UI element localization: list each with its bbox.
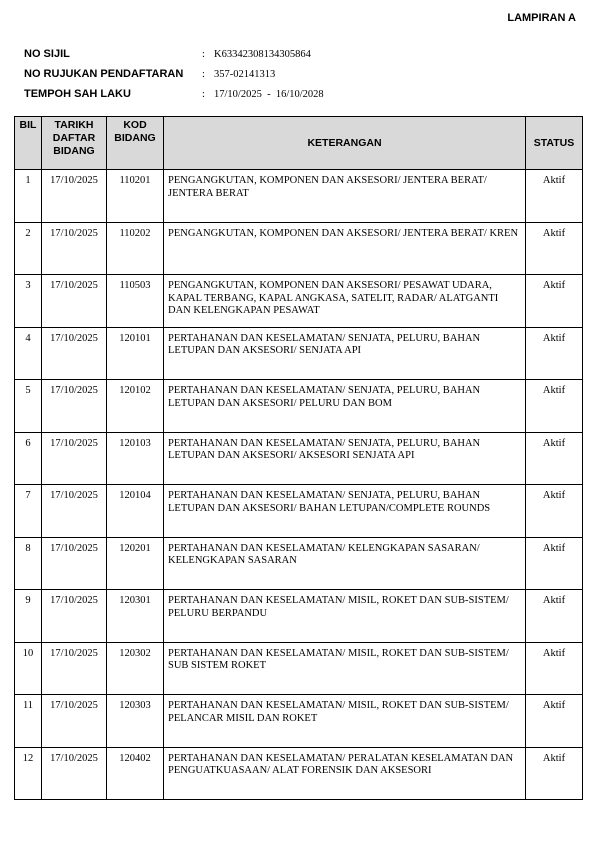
table-row bbox=[15, 537, 583, 590]
cell-kod: 120201 bbox=[107, 537, 164, 590]
cell-kod: 120303 bbox=[107, 695, 164, 748]
header-kod: KOD BIDANG bbox=[107, 117, 164, 170]
cell-kod: 110202 bbox=[107, 222, 164, 275]
cell-bil: 10 bbox=[15, 642, 42, 695]
cell-kod: 120103 bbox=[107, 432, 164, 485]
cell-bil: 9 bbox=[15, 590, 42, 643]
cell-keterangan: PERTAHANAN DAN KESELAMATAN/ SENJATA, PELURU, BAHAN LETUPAN DAN AKSESORI/ BAHAN LETUPAN/COMPLETE ROUNDS bbox=[164, 485, 526, 538]
cell-tarikh: 17/10/2025 bbox=[42, 537, 107, 590]
table-row bbox=[15, 642, 583, 695]
cell-tarikh: 17/10/2025 bbox=[42, 380, 107, 433]
cell-kod: 110503 bbox=[107, 275, 164, 328]
registration-reference-label: NO RUJUKAN PENDAFTARAN bbox=[24, 68, 184, 80]
header-status: STATUS bbox=[526, 117, 583, 170]
registration-reference-row bbox=[24, 64, 324, 84]
cell-status: Aktif bbox=[526, 590, 583, 643]
cell-bil: 7 bbox=[15, 485, 42, 538]
certificate-number-row bbox=[24, 44, 324, 64]
validity-period-label: TEMPOH SAH LAKU bbox=[24, 88, 131, 100]
cell-status: Aktif bbox=[526, 327, 583, 380]
cell-keterangan: PENGANGKUTAN, KOMPONEN DAN AKSESORI/ PESAWAT UDARA, KAPAL TERBANG, KAPAL ANGKASA, SATELIT, RADAR/ ALATGANTI DAN KELENGKAPAN PESAWAT bbox=[164, 275, 526, 328]
cell-kod: 120102 bbox=[107, 380, 164, 433]
cell-status: Aktif bbox=[526, 485, 583, 538]
cell-tarikh: 17/10/2025 bbox=[42, 327, 107, 380]
certificate-info bbox=[24, 44, 324, 104]
cell-kod: 110201 bbox=[107, 170, 164, 223]
header-keterangan: KETERANGAN bbox=[164, 117, 526, 170]
appendix-label: LAMPIRAN A bbox=[507, 12, 576, 24]
table-row bbox=[15, 380, 583, 433]
cell-tarikh: 17/10/2025 bbox=[42, 590, 107, 643]
certificate-number-label: NO SIJIL bbox=[24, 48, 70, 60]
cell-tarikh: 17/10/2025 bbox=[42, 432, 107, 485]
table-row bbox=[15, 432, 583, 485]
cell-bil: 2 bbox=[15, 222, 42, 275]
registration-reference-value: 357-02141313 bbox=[214, 68, 276, 80]
validity-period-row bbox=[24, 84, 324, 104]
header-tarikh: TARIKH DAFTAR BIDANG bbox=[42, 117, 107, 170]
cell-tarikh: 17/10/2025 bbox=[42, 695, 107, 748]
header-bil: BIL bbox=[15, 117, 42, 170]
validity-period-value: 17/10/2025 - 16/10/2028 bbox=[214, 88, 324, 100]
cell-kod: 120301 bbox=[107, 590, 164, 643]
cell-bil: 8 bbox=[15, 537, 42, 590]
cell-kod: 120402 bbox=[107, 747, 164, 800]
cell-bil: 11 bbox=[15, 695, 42, 748]
cell-status: Aktif bbox=[526, 380, 583, 433]
cell-keterangan: PERTAHANAN DAN KESELAMATAN/ MISIL, ROKET DAN SUB-SISTEM/ SUB SISTEM ROKET bbox=[164, 642, 526, 695]
cell-keterangan: PERTAHANAN DAN KESELAMATAN/ SENJATA, PELURU, BAHAN LETUPAN DAN AKSESORI/ AKSESORI SENJATA API bbox=[164, 432, 526, 485]
cell-tarikh: 17/10/2025 bbox=[42, 642, 107, 695]
table-row bbox=[15, 590, 583, 643]
cell-keterangan: PERTAHANAN DAN KESELAMATAN/ PERALATAN KESELAMATAN DAN PENGUATKUASAAN/ ALAT FORENSIK DAN AKSESORI bbox=[164, 747, 526, 800]
cell-status: Aktif bbox=[526, 275, 583, 328]
cell-keterangan: PERTAHANAN DAN KESELAMATAN/ MISIL, ROKET DAN SUB-SISTEM/ PELURU BERPANDU bbox=[164, 590, 526, 643]
cell-tarikh: 17/10/2025 bbox=[42, 222, 107, 275]
cell-kod: 120104 bbox=[107, 485, 164, 538]
table-row bbox=[15, 170, 583, 223]
separator-colon: : bbox=[202, 68, 205, 80]
cell-keterangan: PENGANGKUTAN, KOMPONEN DAN AKSESORI/ JENTERA BERAT/ KREN bbox=[164, 222, 526, 275]
table-row bbox=[15, 695, 583, 748]
cell-status: Aktif bbox=[526, 170, 583, 223]
cell-keterangan: PENGANGKUTAN, KOMPONEN DAN AKSESORI/ JENTERA BERAT/ JENTERA BERAT bbox=[164, 170, 526, 223]
separator-colon: : bbox=[202, 48, 205, 60]
separator-colon: : bbox=[202, 88, 205, 100]
table-row bbox=[15, 222, 583, 275]
cell-bil: 5 bbox=[15, 380, 42, 433]
cell-bil: 4 bbox=[15, 327, 42, 380]
cell-status: Aktif bbox=[526, 537, 583, 590]
cell-status: Aktif bbox=[526, 695, 583, 748]
cell-status: Aktif bbox=[526, 432, 583, 485]
cell-bil: 1 bbox=[15, 170, 42, 223]
registered-fields-table bbox=[14, 116, 583, 800]
cell-keterangan: PERTAHANAN DAN KESELAMATAN/ SENJATA, PELURU, BAHAN LETUPAN DAN AKSESORI/ PELURU DAN BOM bbox=[164, 380, 526, 433]
certificate-number-value: K63342308134305864 bbox=[214, 48, 311, 60]
cell-bil: 3 bbox=[15, 275, 42, 328]
cell-status: Aktif bbox=[526, 642, 583, 695]
table-row bbox=[15, 485, 583, 538]
table-header-row bbox=[15, 117, 583, 170]
cell-kod: 120101 bbox=[107, 327, 164, 380]
cell-status: Aktif bbox=[526, 222, 583, 275]
cell-tarikh: 17/10/2025 bbox=[42, 485, 107, 538]
cell-tarikh: 17/10/2025 bbox=[42, 275, 107, 328]
cell-keterangan: PERTAHANAN DAN KESELAMATAN/ MISIL, ROKET DAN SUB-SISTEM/ PELANCAR MISIL DAN ROKET bbox=[164, 695, 526, 748]
cell-keterangan: PERTAHANAN DAN KESELAMATAN/ KELENGKAPAN SASARAN/ KELENGKAPAN SASARAN bbox=[164, 537, 526, 590]
cell-kod: 120302 bbox=[107, 642, 164, 695]
cell-bil: 12 bbox=[15, 747, 42, 800]
cell-tarikh: 17/10/2025 bbox=[42, 170, 107, 223]
cell-tarikh: 17/10/2025 bbox=[42, 747, 107, 800]
cell-bil: 6 bbox=[15, 432, 42, 485]
cell-status: Aktif bbox=[526, 747, 583, 800]
table-row bbox=[15, 747, 583, 800]
cell-keterangan: PERTAHANAN DAN KESELAMATAN/ SENJATA, PELURU, BAHAN LETUPAN DAN AKSESORI/ SENJATA API bbox=[164, 327, 526, 380]
table-row bbox=[15, 275, 583, 328]
table-row bbox=[15, 327, 583, 380]
